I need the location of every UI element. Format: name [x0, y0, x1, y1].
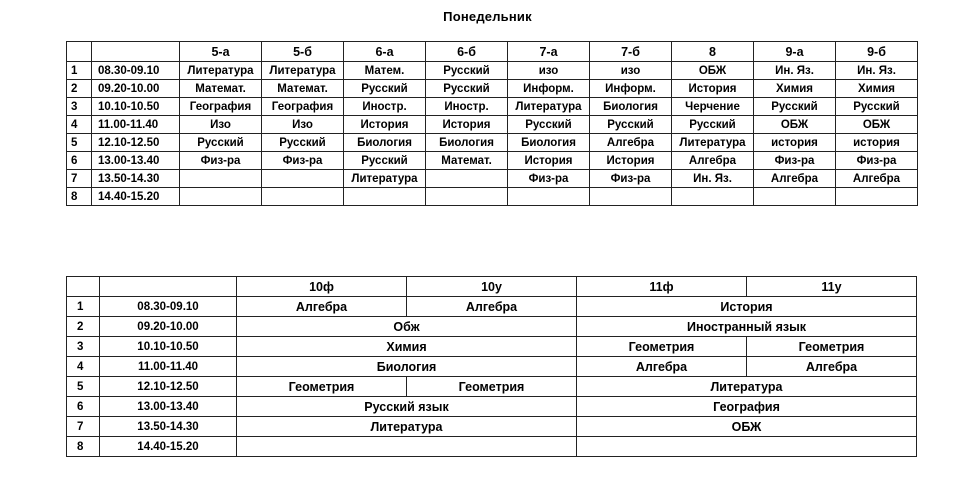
lesson-number-cell: 8: [67, 188, 92, 206]
subject-cell-11-shared: География: [577, 397, 917, 417]
class-header-cell: 5-а: [180, 42, 262, 62]
class-header-cell: 9-а: [754, 42, 836, 62]
subject-cell: Алгебра: [672, 152, 754, 170]
subject-cell-10-shared: Русский язык: [237, 397, 577, 417]
subject-cell-10-shared: Литература: [237, 417, 577, 437]
table-row: [67, 377, 917, 397]
subject-cell: Иностр.: [426, 98, 508, 116]
class-header-cell: 6-а: [344, 42, 426, 62]
class-header-cell: 11у: [747, 277, 917, 297]
lesson-time-cell: 13.50-14.30: [100, 417, 237, 437]
subject-cell: История: [672, 80, 754, 98]
header-time-cell: [92, 42, 180, 62]
subject-cell: изо: [590, 62, 672, 80]
subject-cell: история: [836, 134, 918, 152]
header-num-cell: [67, 277, 100, 297]
subject-cell: Литература: [344, 170, 426, 188]
subject-cell: Химия: [836, 80, 918, 98]
subject-cell: ОБЖ: [754, 116, 836, 134]
table-header-row: [67, 277, 917, 297]
lesson-time-cell: 13.00-13.40: [92, 152, 180, 170]
subject-cell: Ин. Яз.: [754, 62, 836, 80]
subject-cell: Биология: [508, 134, 590, 152]
class-header-cell: 10у: [407, 277, 577, 297]
subject-cell: [180, 188, 262, 206]
subject-cell: Литература: [508, 98, 590, 116]
subject-cell-11u: Геометрия: [747, 337, 917, 357]
subject-cell: [672, 188, 754, 206]
lesson-time-cell: 14.40-15.20: [92, 188, 180, 206]
subject-cell-11f: Геометрия: [577, 337, 747, 357]
subject-cell: Иностр.: [344, 98, 426, 116]
subject-cell: История: [590, 152, 672, 170]
class-header-cell: 11ф: [577, 277, 747, 297]
table-row: [67, 337, 917, 357]
lesson-number-cell: 2: [67, 80, 92, 98]
class-header-cell: 7-а: [508, 42, 590, 62]
table-row: [67, 134, 918, 152]
lesson-number-cell: 4: [67, 357, 100, 377]
lesson-time-cell: 11.00-11.40: [92, 116, 180, 134]
subject-cell: [180, 170, 262, 188]
subject-cell: Физ-ра: [262, 152, 344, 170]
subject-cell: Математ.: [426, 152, 508, 170]
subject-cell: Физ-ра: [590, 170, 672, 188]
subject-cell: Русский: [754, 98, 836, 116]
lesson-time-cell: 13.00-13.40: [100, 397, 237, 417]
subject-cell: Черчение: [672, 98, 754, 116]
subject-cell-11u: Алгебра: [747, 357, 917, 377]
subject-cell: Физ-ра: [508, 170, 590, 188]
subject-cell-10f: Алгебра: [237, 297, 407, 317]
table-row: [67, 116, 918, 134]
class-header-cell: 5-б: [262, 42, 344, 62]
table-row: [67, 170, 918, 188]
table-row: [67, 188, 918, 206]
subject-cell: Русский: [426, 62, 508, 80]
lesson-number-cell: 3: [67, 98, 92, 116]
subject-cell-10-shared: Обж: [237, 317, 577, 337]
page-title: Понедельник: [443, 9, 532, 24]
subject-cell: Информ.: [590, 80, 672, 98]
lesson-time-cell: 10.10-10.50: [100, 337, 237, 357]
subject-cell-11-shared: Литература: [577, 377, 917, 397]
lesson-number-cell: 4: [67, 116, 92, 134]
subject-cell: Физ-ра: [754, 152, 836, 170]
subject-cell: Русский: [180, 134, 262, 152]
subject-cell-10f: Геометрия: [237, 377, 407, 397]
subject-cell-11-shared: Иностранный язык: [577, 317, 917, 337]
subject-cell-11-shared: История: [577, 297, 917, 317]
table-row: [67, 437, 917, 457]
subject-cell: Ин. Яз.: [672, 170, 754, 188]
subject-cell: Литература: [262, 62, 344, 80]
table-row: [67, 98, 918, 116]
subject-cell: [426, 170, 508, 188]
schedule-table-grades-10-11: [66, 276, 917, 457]
table-header-row: [67, 42, 918, 62]
subject-cell: География: [262, 98, 344, 116]
subject-cell: Изо: [180, 116, 262, 134]
subject-cell: Литература: [672, 134, 754, 152]
lesson-number-cell: 7: [67, 417, 100, 437]
subject-cell: Биология: [426, 134, 508, 152]
lesson-time-cell: 11.00-11.40: [100, 357, 237, 377]
subject-cell: Русский: [426, 80, 508, 98]
lesson-number-cell: 3: [67, 337, 100, 357]
subject-cell: [836, 188, 918, 206]
subject-cell: Литература: [180, 62, 262, 80]
subject-cell: Алгебра: [836, 170, 918, 188]
lesson-time-cell: 09.20-10.00: [92, 80, 180, 98]
subject-cell: [262, 188, 344, 206]
lesson-number-cell: 5: [67, 134, 92, 152]
subject-cell-11-shared: [577, 437, 917, 457]
lesson-number-cell: 1: [67, 297, 100, 317]
subject-cell: Русский: [344, 152, 426, 170]
subject-cell: Ин. Яз.: [836, 62, 918, 80]
subject-cell-10u: Алгебра: [407, 297, 577, 317]
subject-cell: [590, 188, 672, 206]
header-num-cell: [67, 42, 92, 62]
subject-cell: Русский: [590, 116, 672, 134]
lesson-time-cell: 14.40-15.20: [100, 437, 237, 457]
subject-cell: История: [508, 152, 590, 170]
table-row: [67, 357, 917, 377]
lesson-number-cell: 2: [67, 317, 100, 337]
lesson-number-cell: 1: [67, 62, 92, 80]
lesson-time-cell: 08.30-09.10: [100, 297, 237, 317]
lesson-time-cell: 12.10-12.50: [92, 134, 180, 152]
subject-cell: История: [344, 116, 426, 134]
subject-cell-10-shared: [237, 437, 577, 457]
class-header-cell: 10ф: [237, 277, 407, 297]
subject-cell: История: [426, 116, 508, 134]
subject-cell-11-shared: ОБЖ: [577, 417, 917, 437]
subject-cell: Физ-ра: [836, 152, 918, 170]
subject-cell-10-shared: Химия: [237, 337, 577, 357]
subject-cell-10u: Геометрия: [407, 377, 577, 397]
subject-cell-10-shared: Биология: [237, 357, 577, 377]
subject-cell: Русский: [672, 116, 754, 134]
subject-cell: [508, 188, 590, 206]
subject-cell: [426, 188, 508, 206]
lesson-time-cell: 13.50-14.30: [92, 170, 180, 188]
table-row: [67, 62, 918, 80]
schedule-table-grades-5-9: [66, 41, 918, 206]
subject-cell: [754, 188, 836, 206]
table-row: [67, 80, 918, 98]
lesson-number-cell: 8: [67, 437, 100, 457]
subject-cell: География: [180, 98, 262, 116]
subject-cell: Изо: [262, 116, 344, 134]
lesson-time-cell: 08.30-09.10: [92, 62, 180, 80]
table-row: [67, 417, 917, 437]
subject-cell: Физ-ра: [180, 152, 262, 170]
subject-cell: Русский: [836, 98, 918, 116]
subject-cell: Русский: [344, 80, 426, 98]
subject-cell: изо: [508, 62, 590, 80]
subject-cell: Русский: [262, 134, 344, 152]
lesson-number-cell: 6: [67, 152, 92, 170]
subject-cell: Химия: [754, 80, 836, 98]
table-row: [67, 397, 917, 417]
subject-cell: Математ.: [180, 80, 262, 98]
class-header-cell: 8: [672, 42, 754, 62]
lesson-time-cell: 10.10-10.50: [92, 98, 180, 116]
subject-cell: [344, 188, 426, 206]
class-header-cell: 7-б: [590, 42, 672, 62]
table-row: [67, 152, 918, 170]
subject-cell-11f: Алгебра: [577, 357, 747, 377]
subject-cell: Биология: [590, 98, 672, 116]
subject-cell: Матем.: [344, 62, 426, 80]
table-row: [67, 297, 917, 317]
subject-cell: ОБЖ: [672, 62, 754, 80]
subject-cell: Информ.: [508, 80, 590, 98]
class-header-cell: 6-б: [426, 42, 508, 62]
subject-cell: Алгебра: [754, 170, 836, 188]
header-time-cell: [100, 277, 237, 297]
subject-cell: Математ.: [262, 80, 344, 98]
lesson-number-cell: 5: [67, 377, 100, 397]
subject-cell: Биология: [344, 134, 426, 152]
table-row: [67, 317, 917, 337]
subject-cell: история: [754, 134, 836, 152]
subject-cell: Русский: [508, 116, 590, 134]
lesson-time-cell: 12.10-12.50: [100, 377, 237, 397]
subject-cell: ОБЖ: [836, 116, 918, 134]
subject-cell: [262, 170, 344, 188]
class-header-cell: 9-б: [836, 42, 918, 62]
lesson-time-cell: 09.20-10.00: [100, 317, 237, 337]
subject-cell: Алгебра: [590, 134, 672, 152]
lesson-number-cell: 6: [67, 397, 100, 417]
lesson-number-cell: 7: [67, 170, 92, 188]
